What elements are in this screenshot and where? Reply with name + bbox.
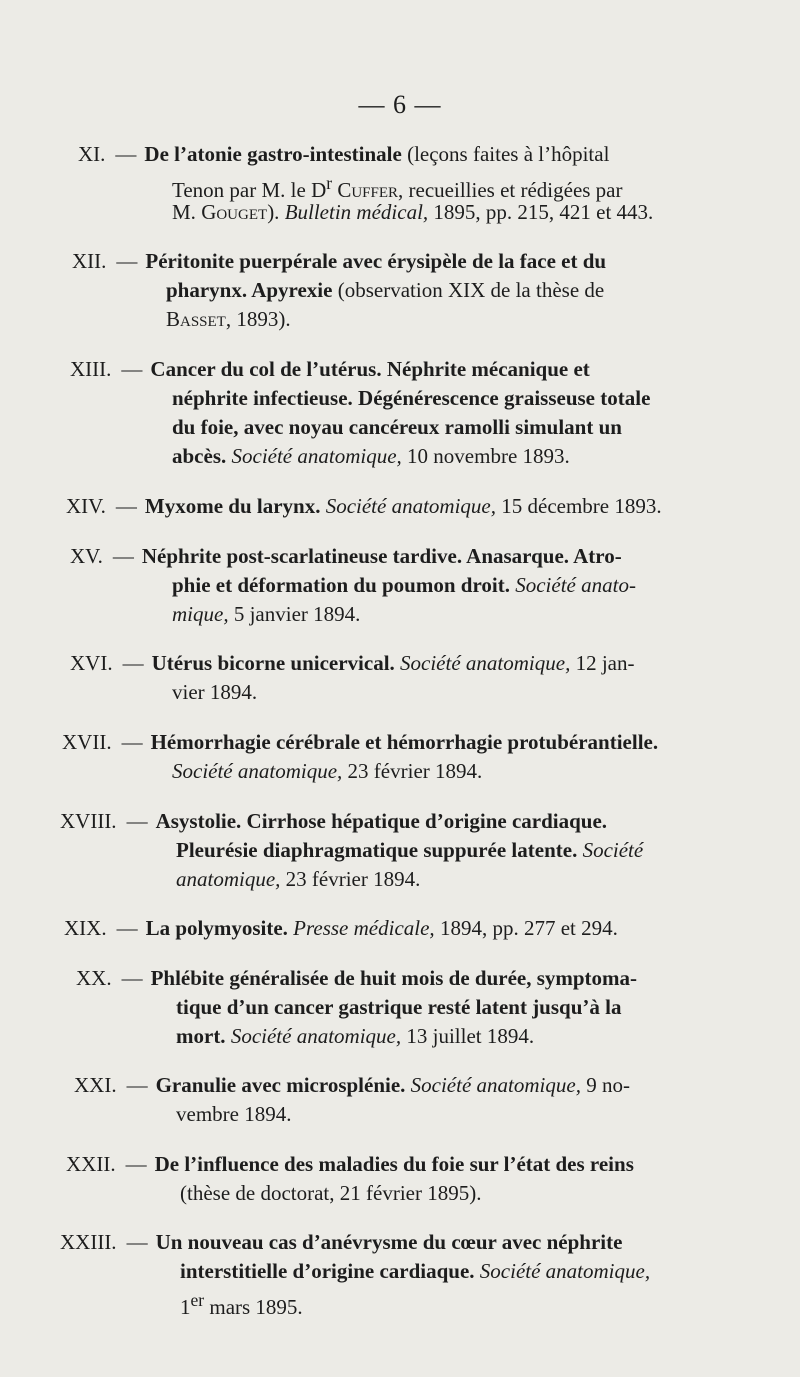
entry-line: [172, 600, 360, 629]
entry-text: 15 décembre 1893.: [496, 494, 662, 518]
author-name: Gouget: [201, 200, 268, 224]
entry-text: 23 février 1894.: [342, 759, 483, 783]
entry-text: 5 janvier 1894.: [228, 602, 361, 626]
entry-first-line: [60, 807, 607, 836]
entry-number: XVII.: [62, 730, 112, 754]
entry-title: Myxome du larynx.: [144, 494, 321, 518]
entry-first-line: [74, 1071, 630, 1100]
journal-name: mique,: [172, 602, 229, 626]
author-name: Basset: [166, 307, 226, 331]
entry-number: XVIII.: [60, 809, 117, 833]
entry-text: 13 juillet 1894.: [401, 1024, 535, 1048]
entry-number: XXIII.: [60, 1230, 117, 1254]
entry-line: [180, 1286, 303, 1322]
entry-text: (observation XIX de la thèse de: [332, 278, 605, 302]
entry-line: [166, 305, 291, 334]
entry-first-line: [62, 728, 658, 757]
entry-dash: —: [115, 142, 137, 166]
entry-first-line: [70, 649, 634, 678]
entry-number: XXII.: [66, 1152, 116, 1176]
entry-dash: —: [122, 651, 144, 675]
entry-first-line: [78, 140, 609, 169]
entry-line: [176, 1022, 534, 1051]
entry-dash: —: [121, 966, 143, 990]
entry-line: [180, 1257, 650, 1286]
journal-name: Société anatomique,: [474, 1259, 651, 1283]
entry-title: pharynx. Apyrexie: [166, 278, 333, 302]
entry-text: 1895, pp. 215, 421 et 443.: [428, 200, 654, 224]
entry-text: M.: [172, 200, 202, 224]
entry-dash: —: [126, 809, 148, 833]
entry-title: mort.: [176, 1024, 226, 1048]
entry-line: vier 1894.: [172, 680, 258, 704]
entry-dash: —: [121, 357, 143, 381]
entry-number: XX.: [76, 966, 112, 990]
journal-name: Presse médicale,: [287, 916, 435, 940]
entry-line: vembre 1894.: [176, 1102, 292, 1126]
entry-title-line: tique d’un cancer gastrique resté latent jusqu’à la: [176, 995, 622, 1019]
entry-text: 12 jan-: [570, 651, 635, 675]
entry-title: Phlébite généralisée de huit mois de durée, symptoma-: [150, 966, 638, 990]
journal-name: Société anatomique,: [225, 1024, 402, 1048]
entry-title: Cancer du col de l’utérus. Néphrite mécanique et: [150, 357, 590, 381]
superscript: er: [190, 1290, 205, 1310]
entry-first-line: [66, 1150, 634, 1179]
entry-dash: —: [121, 730, 143, 754]
entry-number: XII.: [72, 249, 107, 273]
entry-number: XIII.: [70, 357, 112, 381]
journal-name: Société anatomique,: [394, 651, 571, 675]
entry-title: La polymyosite.: [145, 916, 288, 940]
entry-line: [172, 571, 636, 600]
entry-text: 1: [180, 1295, 191, 1319]
entry-title: Granulie avec microsplénie.: [155, 1073, 406, 1097]
entry-number: XI.: [78, 142, 106, 166]
entry-dash: —: [116, 916, 138, 940]
entry-title: Utérus bicorne unicervical.: [151, 651, 395, 675]
entry-first-line: [76, 964, 637, 993]
entry-dash: —: [115, 494, 137, 518]
entry-number: XVI.: [70, 651, 113, 675]
superscript: r: [326, 173, 333, 193]
entry-text: mars 1895.: [204, 1295, 303, 1319]
entry-first-line: [70, 542, 622, 571]
journal-name: anatomique,: [176, 867, 281, 891]
entry-line: (thèse de doctorat, 21 février 1895).: [180, 1181, 482, 1205]
entry-title: Un nouveau cas d’anévrysme du cœur avec néphrite: [155, 1230, 623, 1254]
entry-text: 9 no-: [580, 1073, 630, 1097]
entry-text: (leçons faites à l’hôpital: [401, 142, 610, 166]
entry-title: Asystolie. Cirrhose hépatique d’origine cardiaque.: [155, 809, 608, 833]
entry-title: De l’influence des maladies du foie sur l’état des reins: [154, 1152, 634, 1176]
journal-name: Société anatomique,: [172, 759, 343, 783]
entry-dash: —: [116, 249, 138, 273]
entry-title-line: du foie, avec noyau cancéreux ramolli simulant un: [172, 415, 622, 439]
entry-line: [172, 198, 653, 227]
author-name: Cuffer: [337, 178, 399, 202]
entry-text: Tenon par M. le D: [172, 178, 327, 202]
entry-first-line: [60, 1228, 622, 1257]
entry-title: Péritonite puerpérale avec érysipèle de la face et du: [145, 249, 607, 273]
journal-name: Société: [577, 838, 644, 862]
entry-text: , recueillies et rédigées par: [398, 178, 623, 202]
entry-text: , 1893).: [225, 307, 291, 331]
entry-dash: —: [126, 1073, 148, 1097]
entry-line: [176, 865, 420, 894]
entry-dash: —: [126, 1230, 148, 1254]
entry-title: Néphrite post-scarlatineuse tardive. Anasarque. Atro-: [141, 544, 622, 568]
entry-dash: —: [112, 544, 134, 568]
entry-line: [172, 757, 482, 786]
entry-line: [172, 442, 570, 471]
entry-text: ).: [267, 200, 285, 224]
entry-dash: —: [125, 1152, 147, 1176]
entry-title: Pleurésie diaphragmatique suppurée latente.: [176, 838, 578, 862]
entry-text: 23 février 1894.: [280, 867, 421, 891]
entry-text: 1894, pp. 277 et 294.: [434, 916, 618, 940]
journal-name: Société anato-: [509, 573, 636, 597]
entry-title: De l’atonie gastro-intestinale: [144, 142, 402, 166]
entry-first-line: [66, 492, 662, 521]
journal-name: Bulletin médical,: [284, 200, 429, 224]
entry-first-line: [72, 247, 606, 276]
page-number: — 6 —: [358, 90, 442, 119]
journal-name: Société anatomique,: [320, 494, 496, 518]
entry-title: Hémorrhagie cérébrale et hémorrhagie protubérantielle.: [150, 730, 659, 754]
entry-title-line: néphrite infectieuse. Dégénérescence graisseuse totale: [172, 386, 651, 410]
entry-number: XIV.: [66, 494, 106, 518]
entry-title: abcès.: [172, 444, 227, 468]
entry-first-line: [64, 914, 618, 943]
journal-name: Société anatomique,: [226, 444, 402, 468]
entry-number: XV.: [70, 544, 103, 568]
entry-number: XIX.: [64, 916, 107, 940]
entry-first-line: [70, 355, 590, 384]
entry-text: 10 novembre 1893.: [401, 444, 570, 468]
entry-line: [176, 836, 643, 865]
journal-name: Société anatomique,: [405, 1073, 581, 1097]
entry-number: XXI.: [74, 1073, 117, 1097]
entry-title: phie et déformation du poumon droit.: [172, 573, 510, 597]
entry-title: interstitielle d’origine cardiaque.: [180, 1259, 475, 1283]
entry-line: [166, 276, 604, 305]
